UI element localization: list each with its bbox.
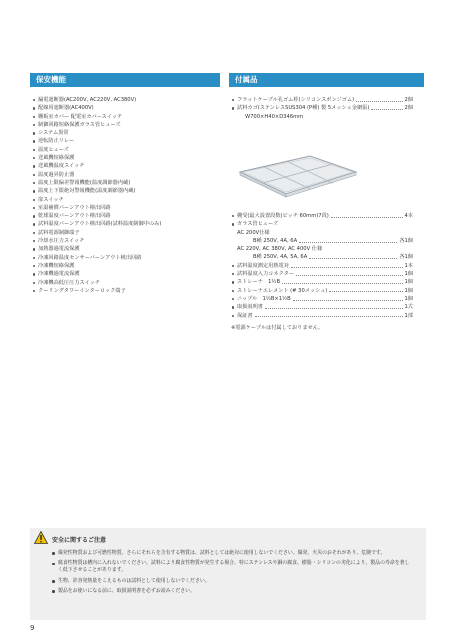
protection-feature-item: 冷凍機高低圧圧力スイッチ	[32, 279, 161, 287]
safety-caution-title: 安全に関するご注意	[52, 537, 107, 544]
accessory-item: AC 220V, AC 380V, AC 400V 仕様	[237, 246, 323, 253]
accessory-quantity: 1個	[404, 287, 413, 294]
accessory-quantity: 2個	[404, 97, 413, 103]
accessory-item: ガラス管ヒューズ	[231, 220, 413, 228]
accessory-label: 保証書	[237, 312, 253, 319]
accessory-label: 試料温度入力コネクター	[237, 271, 294, 278]
accessory-item	[231, 295, 413, 303]
accessory-item	[231, 262, 413, 270]
protection-feature-item: 逆転防止リレー	[32, 137, 161, 145]
protection-feature-item: 扉スイッチ	[32, 196, 161, 204]
leader-dots	[371, 104, 402, 110]
protection-feature-item: 試料電源制御端子	[32, 229, 161, 237]
accessory-quantity: 1部	[404, 312, 413, 319]
accessory-quantity: 1個	[404, 271, 413, 278]
accessory-item	[231, 278, 413, 286]
accessory-item	[231, 104, 413, 112]
section-heading-accessories: 付属品	[229, 73, 424, 87]
accessory-label: 取扱説明書	[237, 304, 263, 311]
protection-feature-item: 棚板室カバー 配電室カバースイッチ	[32, 113, 161, 121]
protection-feature-item: 温度上限偏差警報機能(温度調節器内蔵)	[32, 179, 161, 187]
accessory-label: B種 250V, 4A, 5A, 6A	[253, 254, 308, 261]
accessory-label: B種 250V, 4A, 6A	[253, 237, 298, 244]
protection-feature-item: 乾球温度バーンアウト検出回路	[32, 212, 161, 220]
protection-feature-item: 温度過昇防止器	[32, 171, 161, 179]
protection-feature-item: システム異常	[32, 129, 161, 137]
protection-feature-list	[32, 96, 161, 295]
accessory-quantity: 1個	[404, 279, 413, 286]
leader-dots	[299, 237, 397, 243]
protection-feature-item: 試料温度バーンアウト検出回路(試料温度制御中のみ)	[32, 220, 161, 228]
safety-caution-item: 製品をお使いになる前に、取扱説明書を必ずお読みください。	[52, 588, 412, 595]
leader-dots	[265, 303, 403, 309]
accessory-quantity: 各1個	[399, 237, 413, 244]
protection-feature-item: 冷凍機短絡保護	[32, 262, 161, 270]
safety-caution-list	[52, 550, 412, 598]
accessory-quantity: 2個	[404, 105, 413, 112]
protection-feature-item: 制御回路短絡保護ガラス管ヒューズ	[32, 121, 161, 129]
accessory-label: ストレーナ 1½B	[237, 279, 281, 286]
sample-basket-image	[238, 150, 358, 198]
accessory-quantity: 1式	[404, 304, 413, 311]
warning-icon	[34, 531, 48, 544]
protection-feature-item: 漏電遮断器(AC200V, AC220V, AC380V)	[32, 96, 161, 104]
protection-feature-item: 温度上下限絶対警報機能(温度調節器内蔵)	[32, 187, 161, 195]
protection-feature-item: 加熱器過電流保護	[32, 245, 161, 253]
accessory-quantity: 4本	[404, 213, 413, 219]
accessory-item	[231, 96, 413, 104]
accessory-item	[231, 253, 413, 261]
leader-dots	[293, 295, 403, 301]
leader-dots	[331, 212, 403, 218]
basket-dimensions: W700×H40×D346mm	[245, 113, 304, 120]
leader-dots	[296, 270, 403, 276]
safety-caution-item: 爆発性物質および可燃性物質、さらにそれらを含有する物質は、試料としては絶対に使用しないでください。爆発、火災のおそれがあり、危険です。	[52, 550, 412, 557]
page-number: 9	[30, 624, 35, 632]
accessory-item	[231, 287, 413, 295]
accessory-label: 試料温度測定用熱電対	[237, 262, 289, 269]
leader-dots	[282, 278, 402, 284]
accessory-item: AC 200V仕様	[237, 229, 270, 236]
accessory-item	[231, 237, 413, 245]
accessory-item	[231, 312, 413, 320]
accessory-item	[231, 212, 413, 220]
protection-feature-item: 温度ヒューズ	[32, 146, 161, 154]
leader-dots	[291, 262, 403, 268]
accessory-label: フラットケーブル孔ゴム栓(シリコンスポンジゴム)	[237, 97, 355, 103]
accessory-list-top	[231, 96, 413, 121]
accessory-quantity: 1個	[404, 295, 413, 302]
leader-dots	[329, 287, 402, 293]
accessory-label: 試料カゴ(ステンレスSUS304 (P種) 製 5メッシュ金網張)	[237, 105, 370, 112]
protection-feature-item: 送風機温度スイッチ	[32, 162, 161, 170]
protection-feature-item: 冷却水圧力スイッチ	[32, 237, 161, 245]
leader-dots	[356, 96, 402, 102]
section-heading-protection: 保安機能	[30, 73, 220, 87]
accessory-quantity: 各1個	[399, 254, 413, 261]
power-cable-note: ※電源ケーブルは付属しておりません。	[231, 325, 324, 331]
leader-dots	[309, 253, 397, 259]
accessory-item	[231, 270, 413, 278]
protection-feature-item: 送風機短絡保護	[32, 154, 161, 162]
protection-feature-item: クーリングタワーインターロック端子	[32, 287, 161, 295]
protection-feature-item: 冷凍機過電流保護	[32, 270, 161, 278]
accessory-quantity: 1本	[404, 262, 413, 269]
safety-caution-item: 腐食性物質は槽内に入れないでください。試料により腐食性物質が発生する場合、特にステンレスや銅の腐食、樹脂・シリコンの劣化により、製品の寿命を著しく低下させることがあります。	[52, 560, 412, 574]
protection-feature-item: 室温補償バーンアウト検出回路	[32, 204, 161, 212]
accessory-item	[231, 303, 413, 311]
leader-dots	[255, 312, 403, 318]
protection-feature-item: 冷凍回路温度センサーバーンアウト検出回路	[32, 254, 161, 262]
accessory-list	[231, 212, 413, 320]
accessory-label: ニップル 1½B×1½B	[237, 295, 291, 302]
safety-caution-item: 生物、許容発熱量をこえるものは試料として使用しないでください。	[52, 578, 412, 585]
protection-feature-item: 配線用遮断器(AC400V)	[32, 104, 161, 112]
accessory-label: ストレーナエレメント (# 30メッシュ)	[237, 287, 328, 294]
accessory-label: 棚受(最大設置段数(ピッチ 60mm)7段)	[237, 213, 329, 219]
